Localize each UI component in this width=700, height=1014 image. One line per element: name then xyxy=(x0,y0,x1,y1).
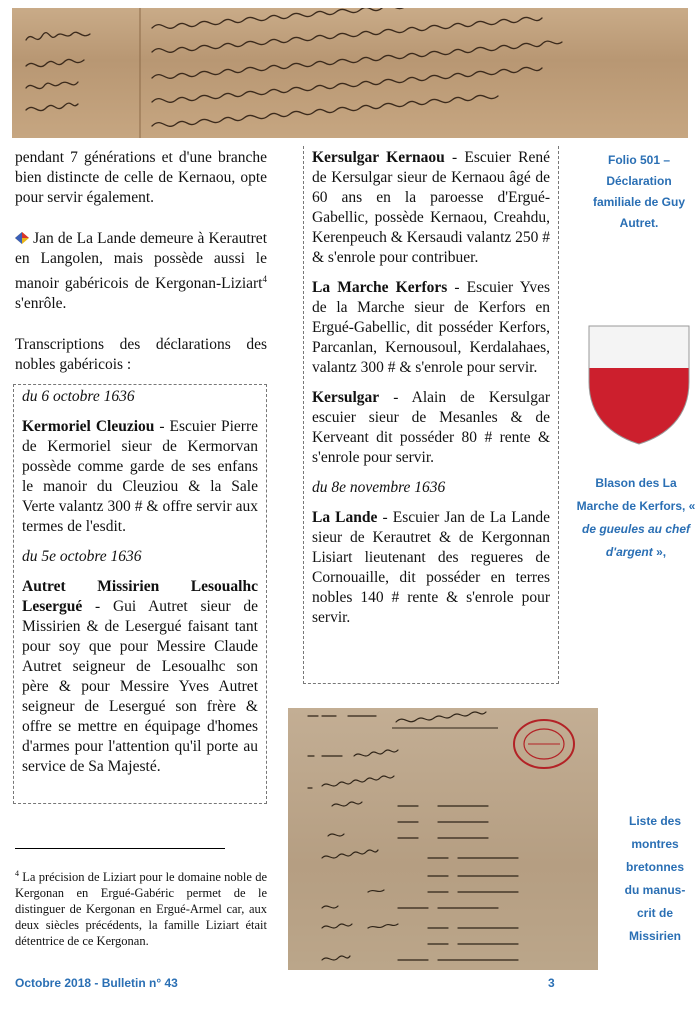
caption-blason-a: Blason des La Marche de Kerfors, « xyxy=(576,476,696,513)
date-5e-octobre: du 5e octobre 1636 xyxy=(22,548,142,565)
entry-kermoriel xyxy=(22,417,258,537)
entry-la-lande-text: - Escuier Jan de La Lande sieur de Kerautret & de Kergonnan Lisiart lieutenant des regueres de Cornouaille, dit posséder en terres nobles 140 # rente & s'enrole pour servir. xyxy=(312,509,550,626)
intro-paragraph: pendant 7 générations et d'une branche bien distincte de celle de Kernaou, opte pour servir également. xyxy=(15,149,267,206)
caption-liste-montres: Liste des montres bretonnes du manus-crit de Missirien xyxy=(624,814,686,943)
declarations-box-1 xyxy=(13,384,267,804)
entry-kermoriel-title: Kermoriel Cleuziou xyxy=(22,418,155,435)
entry-kersulgar-kernaou xyxy=(312,148,550,268)
caption-blason-c: », xyxy=(656,545,667,559)
column-left xyxy=(15,148,267,375)
manuscript-ledger-image xyxy=(288,708,598,970)
la-lande-paragraph xyxy=(15,229,267,314)
la-lande-text: Jan de La Lande demeure à Kerautret en Langolen, mais possède aussi le manoir gabéricois de Kergonan-Liziart xyxy=(15,230,267,293)
footnote xyxy=(15,866,267,949)
transcriptions-intro: Transcriptions des déclarations des nobles gabéricois : xyxy=(15,336,267,374)
footnote-text: La précision de Liziart pour le domaine noble de Kergonan en Ergué-Gabéric permet de le distinguer de Kergonan en Ergué-Armel car, aux deux siècles précédents, la famille Liziart était détentrice de ce Kergonan. xyxy=(15,870,267,949)
handwriting-illustration xyxy=(12,8,688,138)
manuscript-top-image xyxy=(12,8,688,138)
declarations-box-2 xyxy=(303,146,559,684)
entry-kersulgar-text: - Alain de Kersulgar escuier sieur de Mesanles & de Kerveant dit posséder 80 # rente & s'enrole pour servir. xyxy=(312,389,550,466)
entry-kersulgar-kernaou-text: - Escuier René de Kersulgar sieur de Kernaou âgé de 60 ans en la paroesse d'Ergué-Gabellic, possède Kernaou, Creahdu, Kerenpeuch & Kersaudi valantz 250 # & s'enrole pour contribuer. xyxy=(312,149,551,266)
la-lande-end: s'enrôle. xyxy=(15,295,67,313)
entry-la-lande-title: La Lande xyxy=(312,509,378,526)
date-6-octobre: du 6 octobre 1636 xyxy=(22,388,135,405)
caption-folio-501: Folio 501 – Déclaration familiale de Guy Autret. xyxy=(592,153,686,230)
caption-blason xyxy=(574,472,698,564)
footnote-ref: 4 xyxy=(262,274,267,284)
entry-la-lande xyxy=(312,508,550,628)
blason-la-marche-shield xyxy=(585,322,693,448)
entry-autret-text: - Gui Autret sieur de Missirien & de Lesergué faisant tant pour soy que pour Messire Claude Autret seigneur de Lesoualhc son père & pour Messire Yves Autret seigneur de Lesergué son frère & offre se mettre en équipage d'homes d'armes pour l'attention qu'il porte au service de Sa Majesté. xyxy=(22,598,258,775)
entry-autret xyxy=(22,577,258,777)
footer-bulletin: Octobre 2018 - Bulletin n° 43 xyxy=(15,976,178,990)
entry-kersulgar-kernaou-title: Kersulgar Kernaou xyxy=(312,149,445,166)
footer-page-number: 3 xyxy=(548,976,555,990)
entry-la-marche-title: La Marche Kerfors xyxy=(312,279,448,296)
entry-kermoriel-text: - Escuier Pierre de Kermoriel sieur de Kermorvan possède comme garde de ses enfans le manoir du Cleuziou & la Sale Verte valantz 300 # & offre servir aux termes de l'esdit. xyxy=(22,418,258,535)
entry-kersulgar xyxy=(312,388,550,468)
footnote-number: 4 xyxy=(15,869,19,878)
entry-la-marche-text: - Escuier Yves de la Marche sieur de Kerfors en Ergué-Gabellic, dit posséder Kerfors, Parcanlan, Kernousoul, Kerdalahaes, valantz 300 # & s'enrole pour servir. xyxy=(312,279,550,376)
shield-icon xyxy=(585,322,693,448)
caption-blason-b: de gueules au chef d'argent xyxy=(581,522,691,559)
ledger-illustration xyxy=(288,708,598,970)
footnote-separator xyxy=(15,848,225,849)
entry-la-marche xyxy=(312,278,550,378)
entry-kersulgar-title: Kersulgar xyxy=(312,389,380,406)
date-8e-novembre: du 8e novembre 1636 xyxy=(312,479,446,496)
entry-autret-title: Autret Missirien Lesoualhc Lesergué xyxy=(22,578,258,615)
diamond-bullet-icon xyxy=(15,232,29,244)
